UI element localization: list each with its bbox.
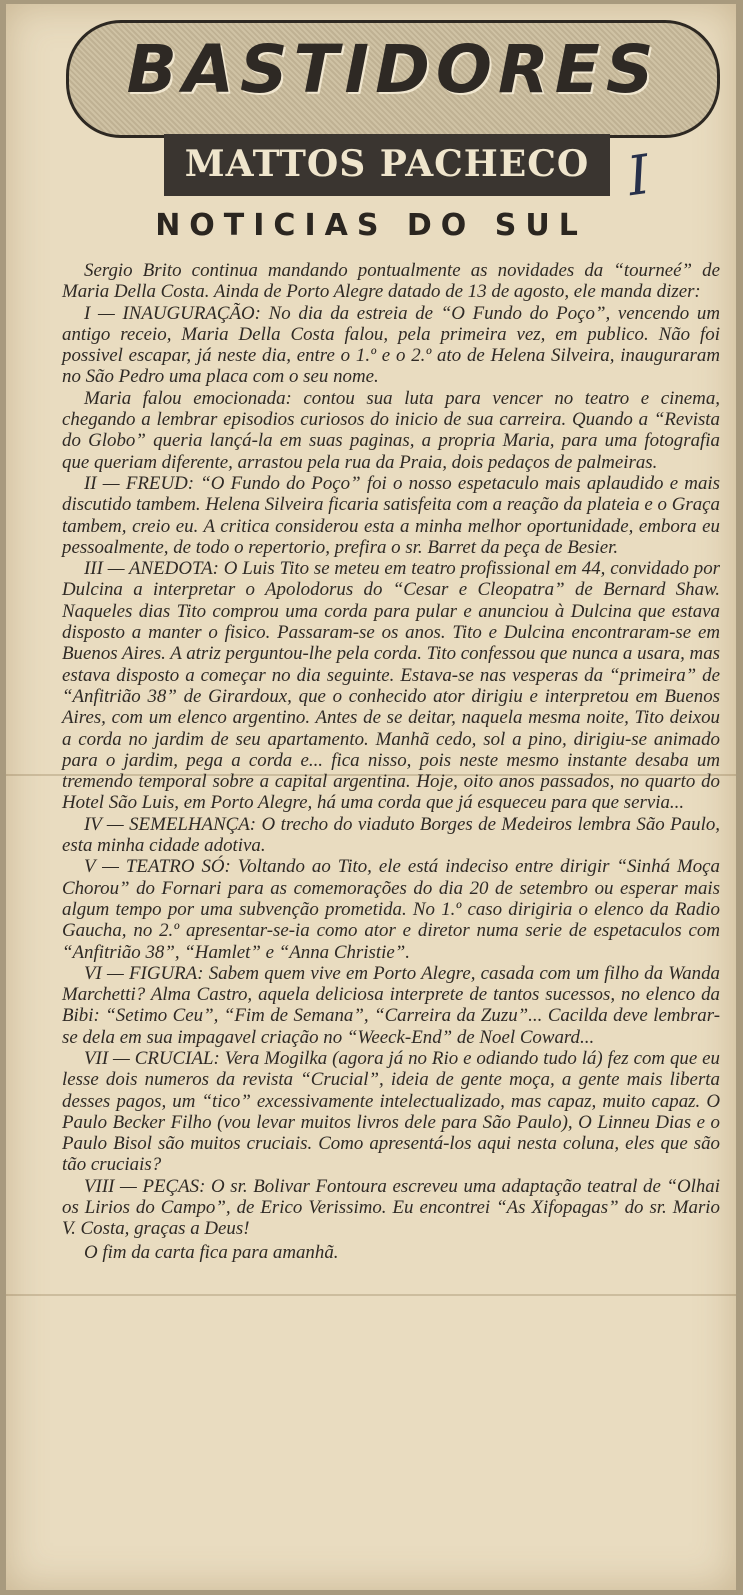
handwritten-mark: I [623, 142, 654, 209]
column-title: BASTIDORES [126, 31, 660, 108]
paragraph-signoff: O fim da carta fica para amanhã. [84, 1241, 339, 1263]
column-banner [66, 20, 720, 138]
paragraph-inauguracao: I — INAUGURAÇÃO: No dia da estreia de “O Fundo do Poço”, vencendo um antigo receio, Maria Della Costa falou, pela primeira vez, em publico. Não foi possivel escapar, já neste dia, entre o 1.º e o 2.º ato de Helena Silveira, inauguraram no São Pedro uma placa com o seu nome. [62, 302, 720, 388]
paragraph-intro: Sergio Brito continua mandando pontualmente as novidades da “tourneé” de Maria Della Costa. Ainda de Porto Alegre datado de 13 de agosto, ele manda dizer: [62, 260, 720, 303]
paragraph-figura: VI — FIGURA: Sabem quem vive em Porto Alegre, casada com um filho da Wanda Marchetti? Alma Castro, aquela deliciosa interprete de tantos sucessos, no elenco da Bibi: “Setimo Ceu”, “Fim de Semana”, “Carreira da Zuzu”... Cacilda deve lembrar-se dela em sua impagavel criação no “Weeck-End” de Noel Coward... [62, 962, 720, 1048]
paragraph-semelhanca: IV — SEMELHANÇA: O trecho do viaduto Borges de Medeiros lembra São Paulo, esta minha cidade adotiva. [62, 813, 720, 857]
paragraph-anedota: III — ANEDOTA: O Luis Tito se meteu em teatro profissional em 44, convidado por Dulcina a interpretar o Apolodorus do “Cesar e Cleopatra” de Bernard Shaw. Naqueles dias Tito comprou uma corda para pular e anunciou à Dulcina que estava disposto a manter o fisico. Passaram-se os anos. Tito e Dulcina encontraram-se em Buenos Aires. A atriz perguntou-lhe pela corda. Tito confessou que nunca a usara, mas estava disposto a começar no dia seguinte. Estava-se nas vesperas da “primeira” de “Anfitrião 38” de Girardoux, que o conhecido ator dirigiu e interpretou em Buenos Aires, com um elenco argentino. Antes de se deitar, naquela mesma noite, Tito deixou a corda no jardim de seu apartamento. Manhã cedo, sol a pino, dirigiu-se animado para o jardim, pega a corda e... fica nisso, pois neste mesmo instante desaba um tremendo temporal sobre a capital argentina. Hoje, oito anos passados, no quarto do Hotel São Luis, em Porto Alegre, há uma corda que já esqueceu para que servia... [62, 558, 720, 814]
paragraph-freud: II — FREUD: “O Fundo do Poço” foi o nosso espetaculo mais aplaudido e mais discutido tambem. Helena Silveira ficaria satisfeita com a reação da plateia e o Graça tambem, creio eu. A critica considerou esta a minha melhor oportunidade, embora eu pessoalmente, de todo o repertorio, prefira o sr. Barret da peça de Besier. [62, 472, 720, 558]
paragraph-pecas: VIII — PEÇAS: O sr. Bolivar Fontoura escreveu uma adaptação teatral de “Olhai os Lirios do Campo”, de Erico Verissimo. Eu encontrei “As Xifopagas” do sr. Mario V. Costa, graças a Deus! [62, 1175, 720, 1240]
section-title: NOTICIAS DO SUL [155, 208, 587, 243]
newspaper-clipping [6, 4, 736, 1590]
author-name: MATTOS PACHECO [184, 143, 590, 185]
paragraph-teatro-so: V — TEATRO SÓ: Voltando ao Tito, ele está indeciso entre dirigir “Sinhá Moça Chorou” do Fornari para as comemorações do dia 20 de setembro ou esperar mais algum tempo por uma subvenção prometida. No 1.º caso dirigiria o elenco da Radio Gaucha, no 2.º apresentar-se-ia como ator e diretor numa serie de espetaculos com “Anfitrião 38”, “Hamlet” e “Anna Christie”. [62, 856, 720, 963]
paragraph-crucial: VII — CRUCIAL: Vera Mogilka (agora já no Rio e odiando tudo lá) fez com que eu lesse dois numeros da revista “Crucial”, ideia de gente moça, a gente mais liberta desses pagos, um “tico” excessivamente intelectualizado, mas capaz, muito capaz. O Paulo Becker Filho (vou levar muitos livros dele para São Paulo), O Linneu Dias e o Paulo Bisol são muitos cruciais. Como apresentá-los aqui nesta coluna, eles que são tão cruciais? [62, 1047, 720, 1176]
fold-crease [6, 1294, 736, 1296]
author-box [164, 134, 610, 196]
article-body [62, 260, 720, 1263]
paragraph-maria: Maria falou emocionada: contou sua luta para vencer no teatro e cinema, chegando a lembrar episodios curiosos do inicio de sua carreira. Quando a “Revista do Globo” queria lançá-la em suas paginas, a propria Maria, para uma fotografia que queriam diferente, arrastou pela rua da Praia, dois pedaços de palmeiras. [62, 387, 720, 473]
